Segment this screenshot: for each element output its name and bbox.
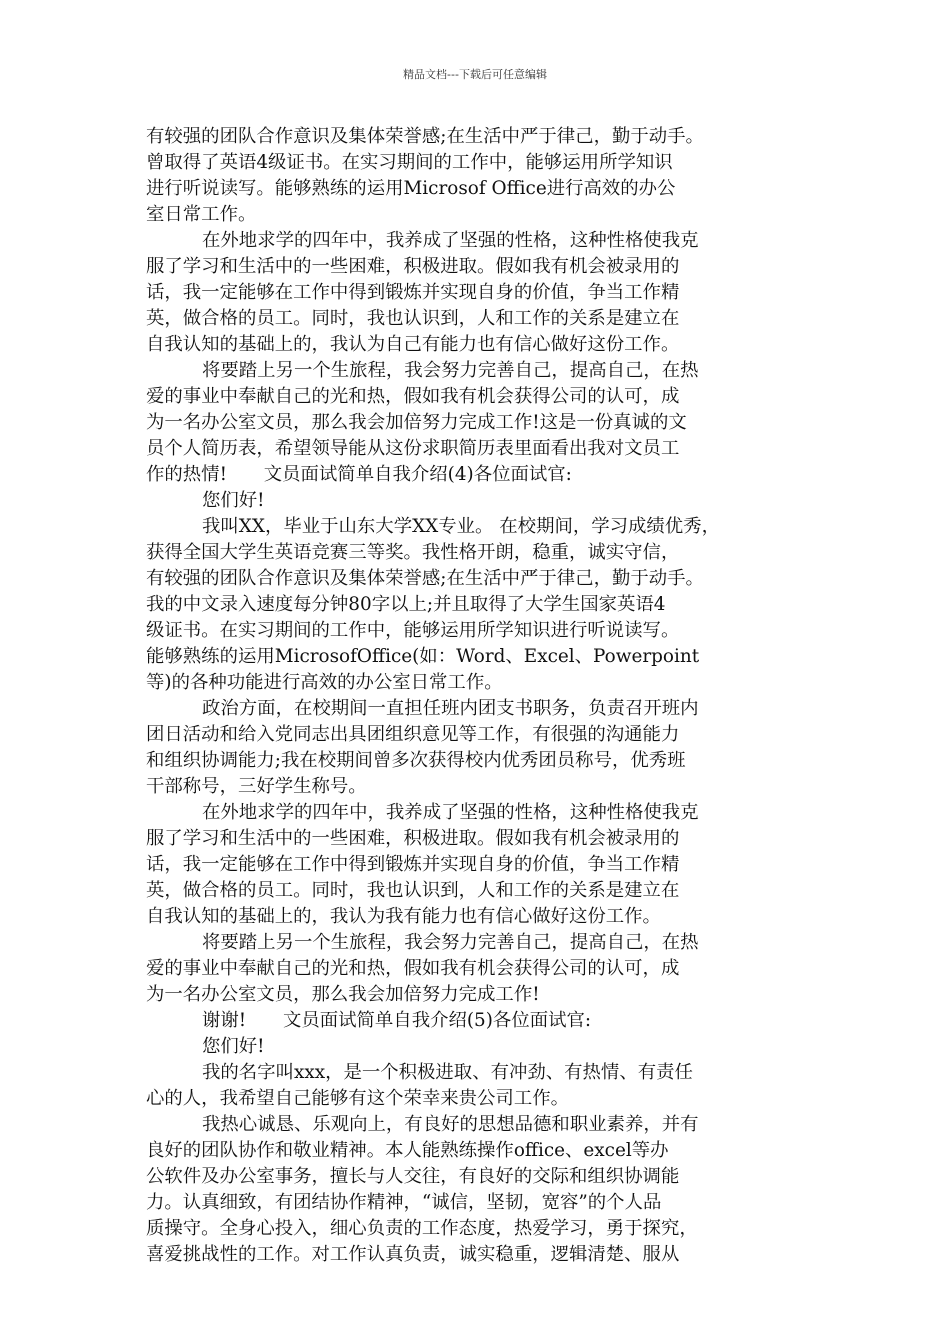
text-line: 我的中文录入速度每分钟80字以上;并且取得了大学生国家英语4 [146, 594, 666, 615]
text-line: 员个人简历表，希望领导能从这份求职简历表里面看出我对文员工 [146, 438, 680, 459]
text-line: 室日常工作。 [146, 204, 257, 225]
text-line: 我的名字叫xxx，是一个积极进取、有冲劲、有热情、有责任 [202, 1062, 693, 1083]
text-line: 心的人，我希望自己能够有这个荣幸来贵公司工作。 [146, 1088, 569, 1109]
text-line: 质操守。全身心投入，细心负责的工作态度，热爱学习，勇于探究， [146, 1218, 698, 1239]
text-line: 谢谢! 文员面试简单自我介绍(5)各位面试官: [202, 1010, 592, 1031]
text-line: 力。认真细致，有团结协作精神，“诚信，坚韧，宽容”的个人品 [146, 1192, 662, 1213]
text-line: 进行听说读写。能够熟练的运用Microsof Office进行高效的办公 [146, 178, 676, 199]
text-line: 服了学习和生活中的一些困难，积极进取。假如我有机会被录用的 [146, 828, 680, 849]
text-line: 政治方面，在校期间一直担任班内团支书职务，负责召开班内 [202, 698, 699, 719]
text-line: 公软件及办公室事务，擅长与人交往，有良好的交际和组织协调能 [146, 1166, 680, 1187]
text-line: 将要踏上另一个生旅程，我会努力完善自己，提高自己，在热 [202, 360, 699, 381]
text-line: 和组织协调能力;我在校期间曾多次获得校内优秀团员称号，优秀班 [146, 750, 686, 771]
text-line: 在外地求学的四年中，我养成了坚强的性格，这种性格使我克 [202, 230, 699, 251]
text-line: 等)的各种功能进行高效的办公室日常工作。 [146, 672, 503, 693]
text-line: 自我认知的基础上的，我认为我有能力也有信心做好这份工作。 [146, 906, 661, 927]
document-body [146, 124, 810, 1268]
text-line: 将要踏上另一个生旅程，我会努力完善自己，提高自己，在热 [202, 932, 699, 953]
text-line: 获得全国大学生英语竞赛三等奖。我性格开朗，稳重，诚实守信， [146, 542, 680, 563]
text-line: 服了学习和生活中的一些困难，积极进取。假如我有机会被录用的 [146, 256, 680, 277]
text-line: 话，我一定能够在工作中得到锻炼并实现自身的价值，争当工作精 [146, 282, 680, 303]
text-line: 爱的事业中奉献自己的光和热，假如我有机会获得公司的认可，成 [146, 386, 680, 407]
text-line: 在外地求学的四年中，我养成了坚强的性格，这种性格使我克 [202, 802, 699, 823]
text-line: 曾取得了英语4级证书。在实习期间的工作中，能够运用所学知识 [146, 152, 673, 173]
text-line: 作的热情! 文员面试简单自我介绍(4)各位面试官: [146, 464, 572, 485]
text-line: 话，我一定能够在工作中得到锻炼并实现自身的价值，争当工作精 [146, 854, 680, 875]
text-line: 团日活动和给入党同志出具团组织意见等工作，有很强的沟通能力 [146, 724, 680, 745]
text-line: 喜爱挑战性的工作。对工作认真负责，诚实稳重，逻辑清楚、服从 [146, 1244, 680, 1265]
text-line: 英，做合格的员工。同时，我也认识到，人和工作的关系是建立在 [146, 880, 680, 901]
text-line: 干部称号，三好学生称号。 [146, 776, 367, 797]
text-line: 良好的团队协作和敬业精神。本人能熟练操作office、excel等办 [146, 1140, 669, 1161]
text-line: 有较强的团队合作意识及集体荣誉感;在生活中严于律己，勤于动手。 [146, 568, 704, 589]
text-line: 级证书。在实习期间的工作中，能够运用所学知识进行听说读写。 [146, 620, 680, 641]
text-line: 为一名办公室文员，那么我会加倍努力完成工作! [146, 984, 540, 1005]
text-line: 爱的事业中奉献自己的光和热，假如我有机会获得公司的认可，成 [146, 958, 680, 979]
text-line: 我热心诚恳、乐观向上，有良好的思想品德和职业素养，并有 [202, 1114, 699, 1135]
text-line: 英，做合格的员工。同时，我也认识到，人和工作的关系是建立在 [146, 308, 680, 329]
page-header: 精品文档---下载后可任意编辑 [403, 68, 547, 81]
text-line: 有较强的团队合作意识及集体荣誉感;在生活中严于律己，勤于动手。 [146, 126, 704, 147]
text-line: 能够熟练的运用MicrosofOffice(如：Word、Excel、Powerpoint [146, 646, 700, 667]
text-line: 您们好! [202, 1036, 265, 1057]
text-line: 为一名办公室文员，那么我会加倍努力完成工作!这是一份真诚的文 [146, 412, 687, 433]
text-line: 自我认知的基础上的，我认为自己有能力也有信心做好这份工作。 [146, 334, 680, 355]
text-line: 我叫XX，毕业于山东大学XX专业。 在校期间，学习成绩优秀， [202, 516, 720, 537]
text-line: 您们好! [202, 490, 265, 511]
